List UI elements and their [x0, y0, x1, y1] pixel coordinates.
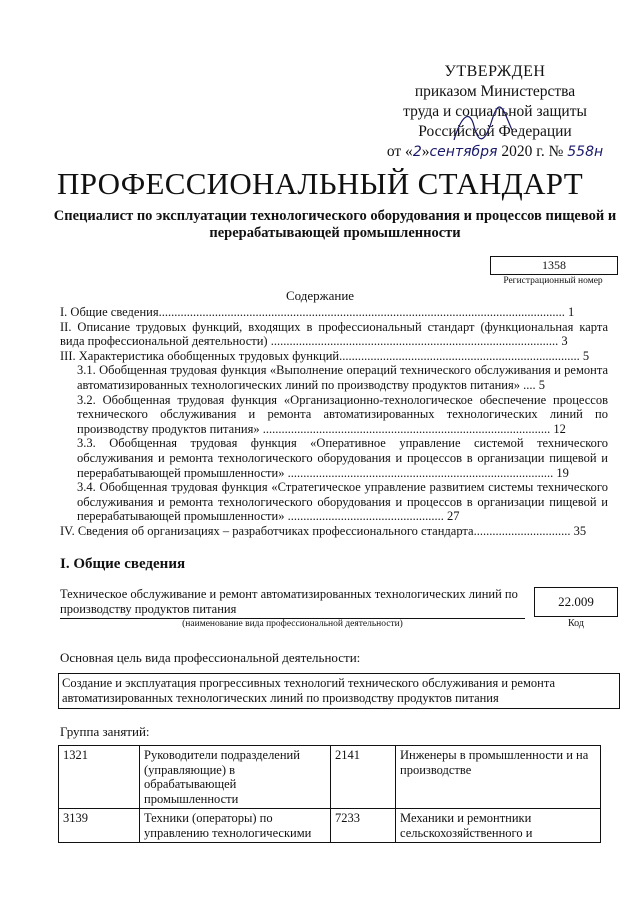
group-title: Инженеры в промышленности и на производстве — [396, 746, 601, 809]
activity-code: 22.009 — [534, 587, 618, 617]
group-title: Техники (операторы) по управлению технологическими — [140, 809, 331, 843]
approval-line-1: приказом Министерства — [414, 83, 576, 100]
activity-code-label: Код — [568, 618, 584, 629]
approval-title: УТВЕРЖДЕН — [444, 63, 546, 80]
page-subtitle: Специалист по эксплуатации технологического оборудования и процессов пищевой и перерабатывающей промышленности — [53, 208, 617, 241]
table-row — [59, 746, 601, 809]
date-day: 2 — [412, 144, 422, 160]
toc-entry-3-2: 3.2. Обобщенная трудовая функция «Организационно-технологическое обеспечение процессов технического обслуживания и ремонта автоматизированных технологических линий по производству продуктов питания» ............................................................................................ 12 — [77, 392, 608, 436]
page-title: ПРОФЕССИОНАЛЬНЫЙ СТАНДАРТ — [57, 166, 583, 201]
table-of-contents — [60, 305, 608, 539]
date-year: 2020 г. № — [501, 143, 564, 160]
date-month: сентября — [429, 144, 498, 160]
goal-text: Создание и эксплуатация прогрессивных технологий технического обслуживания и ремонта автоматизированных технологических линий по производству продуктов питания — [58, 673, 620, 709]
goal-label: Основная цель вида профессиональной деятельности: — [60, 650, 361, 665]
occupation-group-label: Группа занятий: — [60, 724, 150, 739]
group-title: Механики и ремонтники сельскохозяйственного и — [396, 809, 601, 843]
toc-entry-4: IV. Сведения об организациях – разработчиках профессионального стандарта............................... 35 — [60, 523, 587, 538]
group-code: 1321 — [59, 746, 140, 809]
toc-entry-3-4: 3.4. Обобщенная трудовая функция «Стратегическое управление развитием системы технического обслуживания и ремонта технологического оборудования и процессов в организации пищевой и перерабатывающей промышленности» .................................................. 27 — [77, 480, 608, 524]
section-1-heading: I. Общие сведения — [60, 556, 186, 572]
approval-line-3: Российской Федерации — [418, 123, 572, 140]
activity-name-label: (наименование вида профессиональной деятельности) — [182, 619, 403, 629]
approval-block — [370, 62, 620, 162]
registration-number-box: 1358 — [490, 256, 618, 275]
group-code: 3139 — [59, 809, 140, 843]
table-row — [59, 809, 601, 843]
group-code: 7233 — [331, 809, 396, 843]
toc-entry-3-1: 3.1. Обобщенная трудовая функция «Выполнение операций технического обслуживания и ремонта автоматизированных технологических линий по производству продуктов питания» .... 5 — [77, 363, 608, 392]
toc-entry-3-3: 3.3. Обобщенная трудовая функция «Оперативное управление системой технического обслуживания и ремонта технологического оборудования и процессов в организации пищевой и перерабатывающей промышленности» ..................................................................................... 19 — [77, 436, 608, 480]
occupation-group-table — [58, 745, 601, 843]
toc-entry-2: II. Описание трудовых функций, входящих в профессиональный стандарт (функциональная карта вида профессиональной деятельности) ............................................................................................ 3 — [60, 319, 608, 349]
approval-line-2: труда и социальной защиты — [403, 103, 587, 120]
date-prefix: от « — [386, 143, 413, 160]
signature-mark — [448, 106, 518, 148]
contents-heading: Содержание — [285, 288, 355, 303]
registration-number-label: Регистрационный номер — [503, 276, 603, 286]
date-sep: » — [421, 143, 430, 160]
activity-name: Техническое обслуживание и ремонт автоматизированных технологических линий по производству продуктов питания — [60, 587, 525, 619]
toc-entry-1: I. Общие сведения.................................................................................................................................. 1 — [60, 305, 575, 319]
group-code: 2141 — [331, 746, 396, 809]
toc-entry-3: III. Характеристика обобщенных трудовых функций............................................................................. 5 — [60, 348, 590, 363]
order-number: 558н — [567, 144, 604, 160]
group-title: Руководители подразделений (управляющие) в обрабатывающей промышленности — [140, 746, 331, 809]
